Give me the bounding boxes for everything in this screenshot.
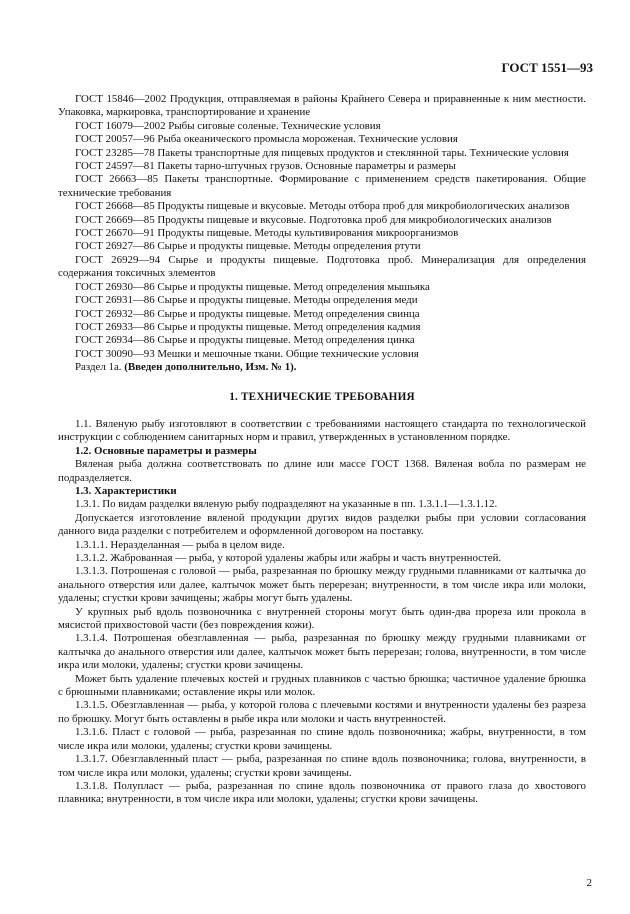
reference-item: ГОСТ 15846—2002 Продукция, отправляемая в районы Крайнего Севера и приравненные к ним местности. Упаковка, маркировка, транспортирование и хранение (58, 93, 586, 119)
page-header: ГОСТ 1551—93 (501, 60, 593, 75)
clause-1-1: 1.1. Вяленую рыбу изготовляют в соответствии с требованиями настоящего стандарта по технологической инструкции с соблюдением санитарных норм и правил, утвержденных в установленном порядке. (58, 417, 586, 444)
section-note-prefix: Раздел 1а. (75, 361, 122, 374)
clause-1-3-1-1: 1.3.1.1. Неразделанная — рыба в целом виде. (75, 538, 285, 551)
reference-item: ГОСТ 16079—2002 Рыбы сиговые соленые. Технические условия (75, 119, 381, 132)
clause-1-2-title: 1.2. Основные параметры и размеры (75, 444, 257, 457)
section-heading: 1. ТЕХНИЧЕСКИЕ ТРЕБОВАНИЯ (229, 390, 415, 403)
page-number: 2 (586, 877, 592, 889)
reference-item: ГОСТ 26670—91 Продукты пищевые. Методы культивирования микроорганизмов (75, 227, 459, 240)
clause-1-3-1-3-note: У крупных рыб вдоль позвоночника с внутренней стороны могут быть один-два прореза или прокола в мясистой прихвостовой части (без повреждения кожи). (58, 605, 586, 632)
reference-item: ГОСТ 26663—85 Пакеты транспортные. Формирование с применением средств пакетирования. Общие технические требования (58, 173, 586, 199)
reference-item: ГОСТ 26934—86 Сырье и продукты пищевые. Метод определения цинка (75, 334, 415, 347)
section-note (58, 361, 586, 374)
section-note-amendment: (Введен дополнительно, Изм. № 1). (124, 361, 297, 374)
reference-item: ГОСТ 26929—94 Сырье и продукты пищевые. Подготовка проб. Минерализация для определения содержания токсичных элементов (58, 253, 586, 280)
reference-item: ГОСТ 23285—78 Пакеты транспортные для пищевых продуктов и стеклянной тары. Технические условия (75, 146, 569, 159)
reference-item: ГОСТ 20057—96 Рыба океанического промысла мороженая. Технические условия (75, 133, 458, 146)
clause-1-3-1-4-note: Может быть удаление плечевых костей и грудных плавников с частью брюшка; частичное удаление брюшка с брюшными плавниками; оставление икры или молок. (58, 672, 586, 699)
reference-item: ГОСТ 26668—85 Продукты пищевые и вкусовые. Методы отбора проб для микробиологических анализов (75, 200, 570, 213)
clause-1-3-1-8: 1.3.1.8. Полупласт — рыба, разрезанная по спине вдоль позвоночника от правого глаза до хвостового плавника; внутренности, в том числе икра или молоки, удалены; сгустки крови зачищены. (58, 779, 586, 806)
reference-item: ГОСТ 24597—81 Пакеты тарно-штучных грузов. Основные параметры и размеры (75, 160, 456, 173)
clause-1-2-text: Вяленая рыба должна соответствовать по длине или массе ГОСТ 1368. Вяленая вобла по размерам не подразделяется. (58, 458, 586, 484)
document-body (58, 93, 586, 807)
clause-1-3-title: 1.3. Характеристики (75, 484, 177, 497)
clause-1-3-1-3: 1.3.1.3. Потрошеная с головой — рыба, разрезанная по брюшку между грудными плавниками от калтычка до анального отверстия или далее, калтычок может быть перерезан; внутренности, в том числе икра или молоки, удалены; сгустки крови зачищены; жабры могут быть удалены. (58, 565, 586, 605)
clause-1-3-1-6: 1.3.1.6. Пласт с головой — рыба, разрезанная по спине вдоль позвоночника; жабры, внутренности, в том числе икра или молоки, удалены; сгустки крови зачищены. (58, 726, 586, 752)
clause-1-3-1-note: Допускается изготовление вяленой продукции других видов разделки рыбы при условии согласования данного вида разделки с потребителем и оформленной договором на поставку. (58, 511, 586, 538)
clause-1-3-1-5: 1.3.1.5. Обезглавленная — рыба, у которой голова с плечевыми костями и внутренности удалены без разреза по брюшку. Могут быть оставлены в рыбе икра или молоки и часть внутренностей. (58, 699, 586, 725)
clause-1-3-1-7: 1.3.1.7. Обезглавленный пласт — рыба, разрезанная по спине вдоль позвоночника; голова, внутренности, в том числе икра или молоки, удалены; сгустки крови зачищены. (58, 753, 586, 779)
reference-list (58, 93, 586, 375)
reference-item: ГОСТ 26933—86 Сырье и продукты пищевые. Метод определения кадмия (75, 320, 421, 333)
clause-1-3-1: 1.3.1. По видам разделки вяленую рыбу подразделяют на указанные в пп. 1.3.1.1—1.3.1.12. (75, 498, 498, 511)
reference-item: ГОСТ 26930—86 Сырье и продукты пищевые. Метод определения мышьяка (75, 280, 430, 293)
reference-item: ГОСТ 26927—86 Сырье и продукты пищевые. Методы определения ртути (75, 240, 421, 253)
clause-1-3-1-4: 1.3.1.4. Потрошеная обезглавленная — рыба, разрезанная по брюшку между грудными плавниками от калтычка до анального отверстия или далее, калтычок может быть перерезан; голова, внутренности, в том числе икра или молоки, удалены; сгустки крови зачищены. (58, 632, 586, 672)
reference-item: ГОСТ 26932—86 Сырье и продукты пищевые. Метод определения свинца (75, 307, 420, 320)
reference-item: ГОСТ 30090—93 Мешки и мешочные ткани. Общие технические условия (75, 347, 419, 360)
reference-item: ГОСТ 26669—85 Продукты пищевые и вкусовые. Подготовка проб для микробиологических анализов (75, 213, 552, 226)
reference-item: ГОСТ 26931—86 Сырье и продукты пищевые. Методы определения меди (75, 294, 418, 307)
clause-1-3-1-2: 1.3.1.2. Жаброванная — рыба, у которой удалены жабры или жабры и часть внутренностей. (75, 552, 502, 564)
